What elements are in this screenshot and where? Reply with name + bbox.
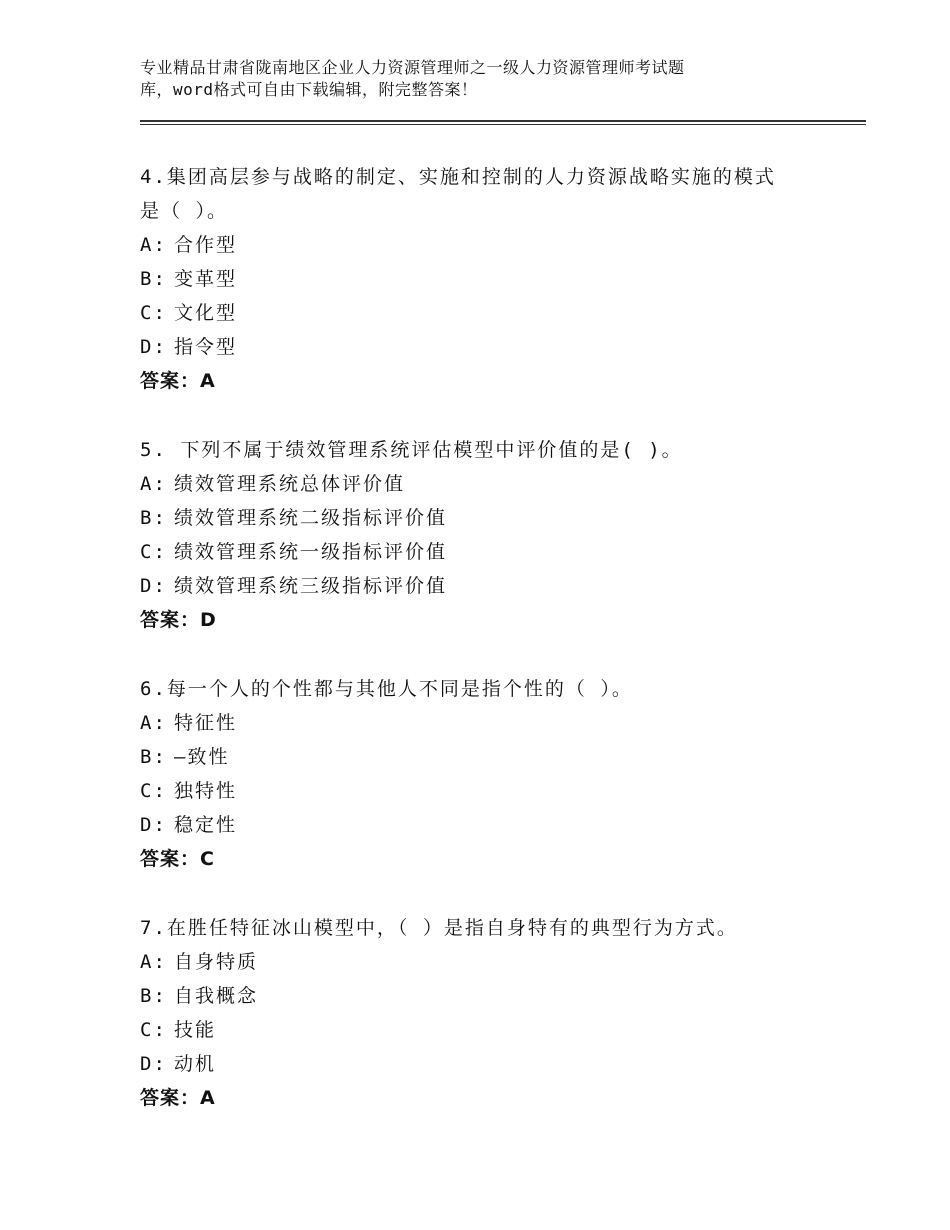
question-stem: 4.集团高层参与战略的制定、实施和控制的人力资源战略实施的模式 [140,166,776,188]
option-letter: B: [140,746,167,768]
option-letter: D: [140,575,167,597]
option-text: 绩效管理系统一级指标评价值 [174,541,448,563]
option-text: 自我概念 [174,985,259,1007]
option-text: 独特性 [174,780,238,802]
option-letter: C: [140,302,167,324]
option-text: 稳定性 [174,814,238,836]
option-d [140,808,840,842]
question-stem: 7.在胜任特征冰山模型中，（ ）是指自身特有的典型行为方式。 [140,917,738,939]
option-letter: B: [140,268,167,290]
answer-line: 答案：D [140,609,217,631]
option-b [140,501,840,535]
option-letter: A: [140,712,167,734]
question-7 [140,911,840,1115]
question-stem: 5. 下列不属于绩效管理系统评估模型中评价值的是( )。 [140,439,683,461]
option-letter: D: [140,814,167,836]
answer-line: 答案：C [140,848,215,870]
header-title-line-1: 专业精品甘肃省陇南地区企业人力资源管理师之一级人力资源管理师考试题 [140,58,685,77]
option-text: 特征性 [174,712,238,734]
option-letter: A: [140,234,167,256]
option-text: —致性 [174,746,230,768]
option-a [140,945,840,979]
option-d [140,1047,840,1081]
option-letter: A: [140,473,167,495]
option-letter: C: [140,1019,167,1041]
option-c [140,1013,840,1047]
option-text: 绩效管理系统三级指标评价值 [174,575,448,597]
option-letter: C: [140,780,167,802]
option-text: 绩效管理系统二级指标评价值 [174,507,448,529]
option-b [140,740,840,774]
header-divider [140,120,866,122]
option-text: 文化型 [174,302,238,324]
document-header [140,57,780,101]
question-5 [140,433,840,637]
option-d [140,330,840,364]
option-text: 合作型 [174,234,238,256]
option-c [140,774,840,808]
option-text: 指令型 [174,336,238,358]
header-divider-thin [140,124,866,125]
option-text: 自身特质 [174,951,259,973]
option-text: 技能 [174,1019,217,1041]
option-letter: D: [140,1053,167,1075]
question-stem: 6.每一个人的个性都与其他人不同是指个性的（ ）。 [140,678,633,700]
option-text: 动机 [174,1053,217,1075]
option-text: 绩效管理系统总体评价值 [174,473,406,495]
answer-line: 答案：A [140,370,216,392]
option-letter: B: [140,985,167,1007]
option-d [140,569,840,603]
option-c [140,535,840,569]
option-text: 变革型 [174,268,238,290]
option-letter: B: [140,507,167,529]
option-a [140,228,840,262]
option-a [140,467,840,501]
option-letter: C: [140,541,167,563]
option-letter: D: [140,336,167,358]
option-a [140,706,840,740]
header-title-line-2: 库，word格式可自由下载编辑，附完整答案！ [140,80,478,99]
option-letter: A: [140,951,167,973]
answer-line: 答案：A [140,1087,216,1109]
option-c [140,296,840,330]
question-stem-continued: 是（ ）。 [140,200,228,222]
question-4 [140,160,840,398]
option-b [140,979,840,1013]
option-b [140,262,840,296]
question-6 [140,672,840,876]
